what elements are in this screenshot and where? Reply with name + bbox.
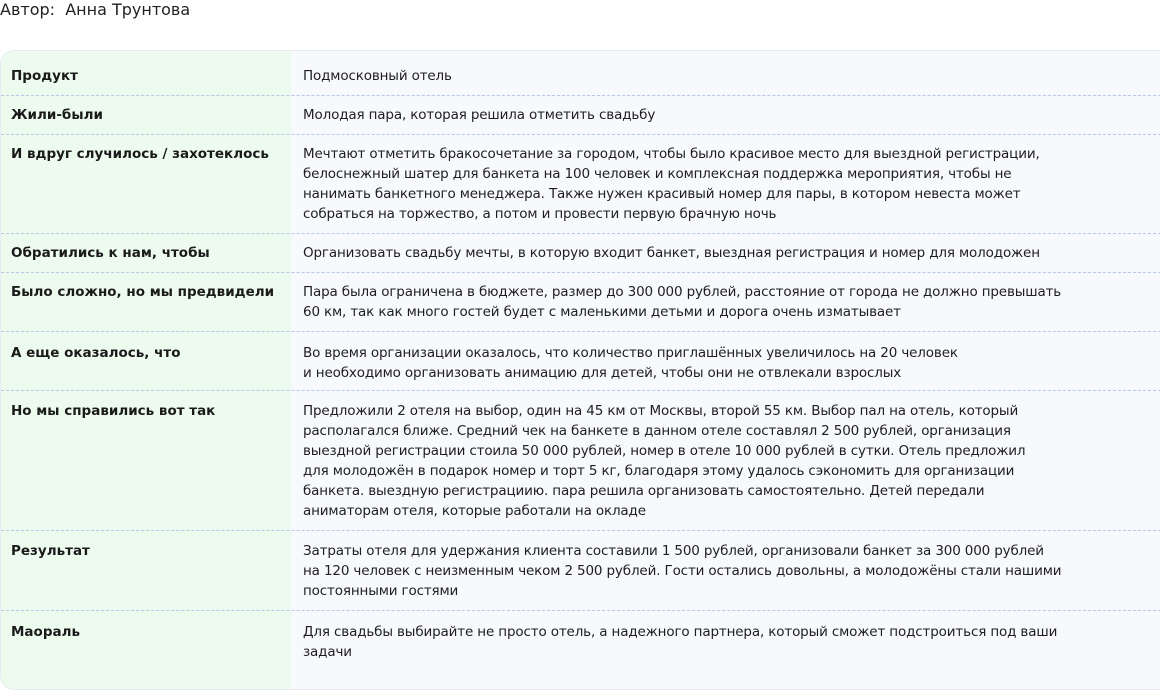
row-label: Было сложно, но мы предвидели: [11, 284, 275, 300]
row-label: Продукт: [11, 68, 78, 84]
table-row-difficult: [1, 273, 1160, 332]
row-label: Но мы справились вот так: [11, 403, 216, 419]
row-label: Жили-были: [11, 107, 103, 123]
row-label: Обратились к нам, чтобы: [11, 245, 210, 261]
row-value: Для свадьбы выбирайте не просто отель, а надежного партнера, который сможет подстроиться под ваши задачи: [303, 624, 1058, 660]
table-row-suddenly: [1, 135, 1160, 234]
table-row-turned-out: [1, 332, 1160, 391]
row-label: Результат: [11, 543, 90, 559]
row-label: И вдруг случилось / захотеклось: [11, 146, 269, 162]
row-label: А еще оказалось, что: [11, 345, 181, 361]
table-row-product: [1, 51, 1160, 96]
table-row-result: [1, 531, 1160, 611]
author-line: Автор: Анна Трунтова: [0, 0, 191, 19]
row-value: Мечтают отметить бракосочетание за городом, чтобы было красивое место для выездной регистрации, белоснежный шатер для банкета на 100 человек и комплексная поддержка мероприятия, чтобы не нанимать банкетного менеджера. Также нужен красивый номер для пары, в котором невеста может собраться на торжество, а потом и провести первую брачную ночь: [303, 146, 1040, 222]
case-table: [0, 50, 1160, 690]
row-value: Предложили 2 отеля на выбор, один на 45 км от Москвы, второй 55 км. Выбор пал на отель, который располагался ближе. Средний чек на банкете в данном отеле составлял 2 500 рублей, организация выездной регистрации стоила 50 000 рублей, номер в отеле 10 000 рублей в сутки. Отель предложил для молодожён в подарок номер и торт 5 кг, благодаря этому удалось сэкономить для организации банкета. выездную регистрациию. пара решила организовать самостоятельно. Детей передали аниматорам отеля, которые работали на окладе: [303, 403, 1026, 519]
row-value: Во время организации оказалось, что количество приглашённых увеличилось на 20 человек и необходимо организовать анимацию для детей, чтобы они не отвлекали взрослых: [303, 345, 958, 381]
row-label: Маораль: [11, 624, 81, 640]
table-row-contacted: [1, 234, 1160, 273]
table-row-once-upon: [1, 96, 1160, 135]
table-row-solution: [1, 391, 1160, 531]
row-value: Молодая пара, которая решила отметить свадьбу: [303, 107, 656, 123]
row-value: Пара была ограничена в бюджете, размер до 300 000 рублей, расстояние от города не должно превышать 60 км, так как много гостей будет с маленькими детьми и дорога очень изматывает: [303, 284, 1062, 320]
row-value: Подмосковный отель: [303, 68, 452, 84]
row-value: Организовать свадьбу мечты, в которую входит банкет, выездная регистрация и номер для молодожен: [303, 245, 1040, 261]
table-row-moral: [1, 611, 1160, 690]
row-value: Затраты отеля для удержания клиента составили 1 500 рублей, организовали банкет за 300 000 рублей на 120 человек с неизменным чеком 2 500 рублей. Гости остались довольны, а молодожёны стали нашими постоянными гостями: [303, 543, 1062, 599]
